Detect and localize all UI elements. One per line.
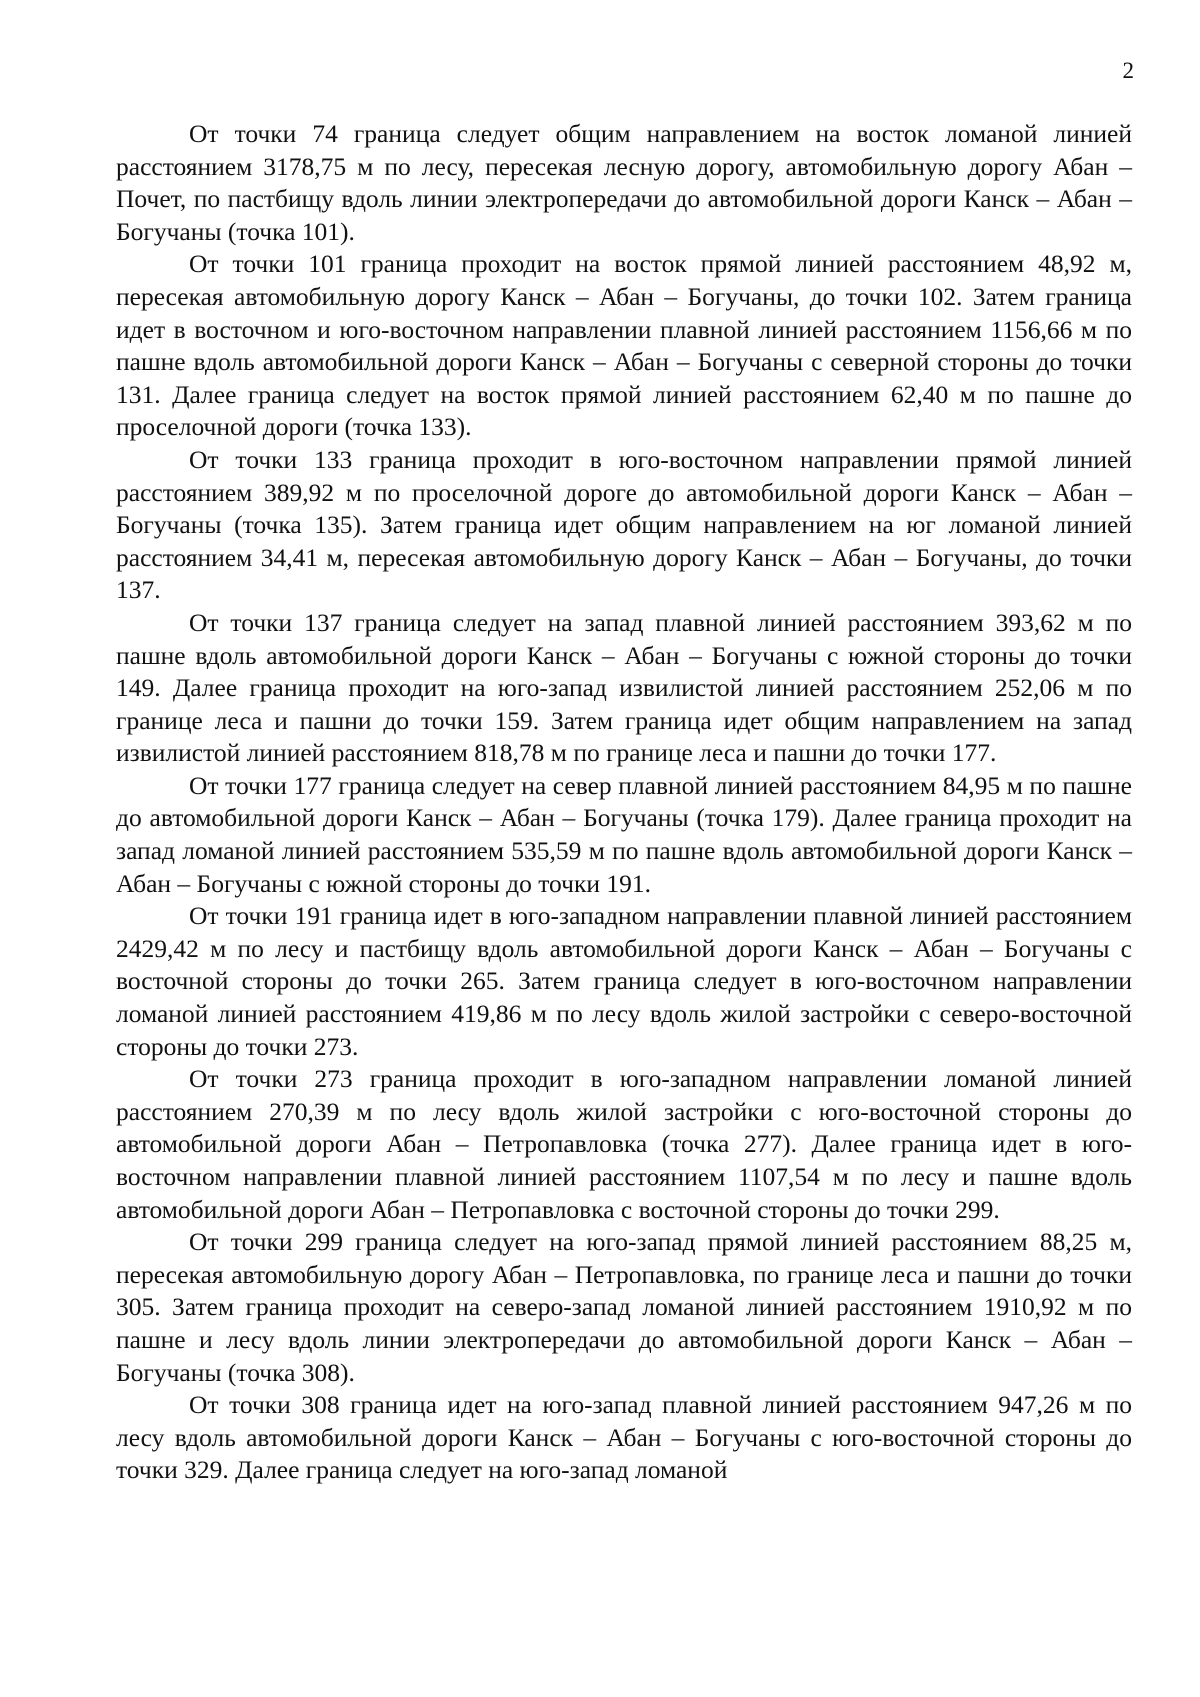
paragraph: От точки 177 граница следует на север плавной линией расстоянием 84,95 м по пашне до автомобильной дороги Канск – Абан – Богучаны (точка 179). Далее граница проходит на запад ломаной линией расстоянием 535,59 м по пашне вдоль автомобильной дороги Канск – Абан – Богучаны с южной стороны до точки 191. (116, 770, 1132, 898)
paragraph: От точки 299 граница следует на юго-запад прямой линией расстоянием 88,25 м, пересекая автомобильную дорогу Абан – Петропавловка, по границе леса и пашни до точки 305. Затем граница проходит на северо-запад ломаной линией расстоянием 1910,92 м по пашне и лесу вдоль линии электропередачи до автомобильной дороги Канск – Абан – Богучаны (точка 308). (116, 1227, 1132, 1387)
paragraph: От точки 101 граница проходит на восток прямой линией расстоянием 48,92 м, пересекая автомобильную дорогу Канск – Абан – Богучаны, до точки 102. Затем граница идет в восточном и юго-восточном направлении плавной линией расстоянием 1156,66 м по пашне вдоль автомобильной дороги Канск – Абан – Богучаны с северной стороны до точки 131. Далее граница следует на восток прямой линией расстоянием 62,40 м по пашне до проселочной дороги (точка 133). (116, 249, 1132, 442)
paragraph: От точки 273 граница проходит в юго-западном направлении ломаной линией расстоянием 270,39 м по лесу вдоль жилой застройки с юго-восточной стороны до автомобильной дороги Абан – Петропавловка (точка 277). Далее граница идет в юго-восточном направлении плавной линией расстоянием 1107,54 м по лесу и пашне вдоль автомобильной дороги Абан – Петропавловка с восточной стороны до точки 299. (116, 1064, 1132, 1224)
page-number: 2 (1122, 58, 1134, 83)
paragraph: От точки 74 граница следует общим направлением на восток ломаной линией расстоянием 3178,75 м по лесу, пересекая лесную дорогу, автомобильную дорогу Абан – Почет, по пастбищу вдоль линии электропередачи до автомобильной дороги Канск – Абан – Богучаны (точка 101). (116, 119, 1132, 246)
paragraph: От точки 191 граница идет в юго-западном направлении плавной линией расстоянием 2429,42 м по лесу и пастбищу вдоль автомобильной дороги Канск – Абан – Богучаны с восточной стороны до точки 265. Затем граница следует в юго-восточном направлении ломаной линией расстоянием 419,86 м по лесу вдоль жилой застройки с северо-восточной стороны до точки 273. (116, 901, 1132, 1061)
paragraph: От точки 133 граница проходит в юго-восточном направлении прямой линией расстоянием 389,92 м по проселочной дороге до автомобильной дороги Канск – Абан – Богучаны (точка 135). Затем граница идет общим направлением на юг ломаной линией расстоянием 34,41 м, пересекая автомобильную дорогу Канск – Абан – Богучаны, до точки 137. (116, 444, 1132, 605)
document-body (116, 118, 1132, 1487)
paragraph: От точки 137 граница следует на запад плавной линией расстоянием 393,62 м по пашне вдоль автомобильной дороги Канск – Абан – Богучаны с южной стороны до точки 149. Далее граница проходит на юго-запад извилистой линией расстоянием 252,06 м по границе леса и пашни до точки 159. Затем граница идет общим направлением на запад извилистой линией расстоянием 818,78 м по границе леса и пашни до точки 177. (116, 607, 1132, 768)
paragraph: От точки 308 граница идет на юго-запад плавной линией расстоянием 947,26 м по лесу вдоль автомобильной дороги Канск – Абан – Богучаны с юго-восточной стороны до точки 329. Далее граница следует на юго-запад ломаной (116, 1390, 1132, 1485)
